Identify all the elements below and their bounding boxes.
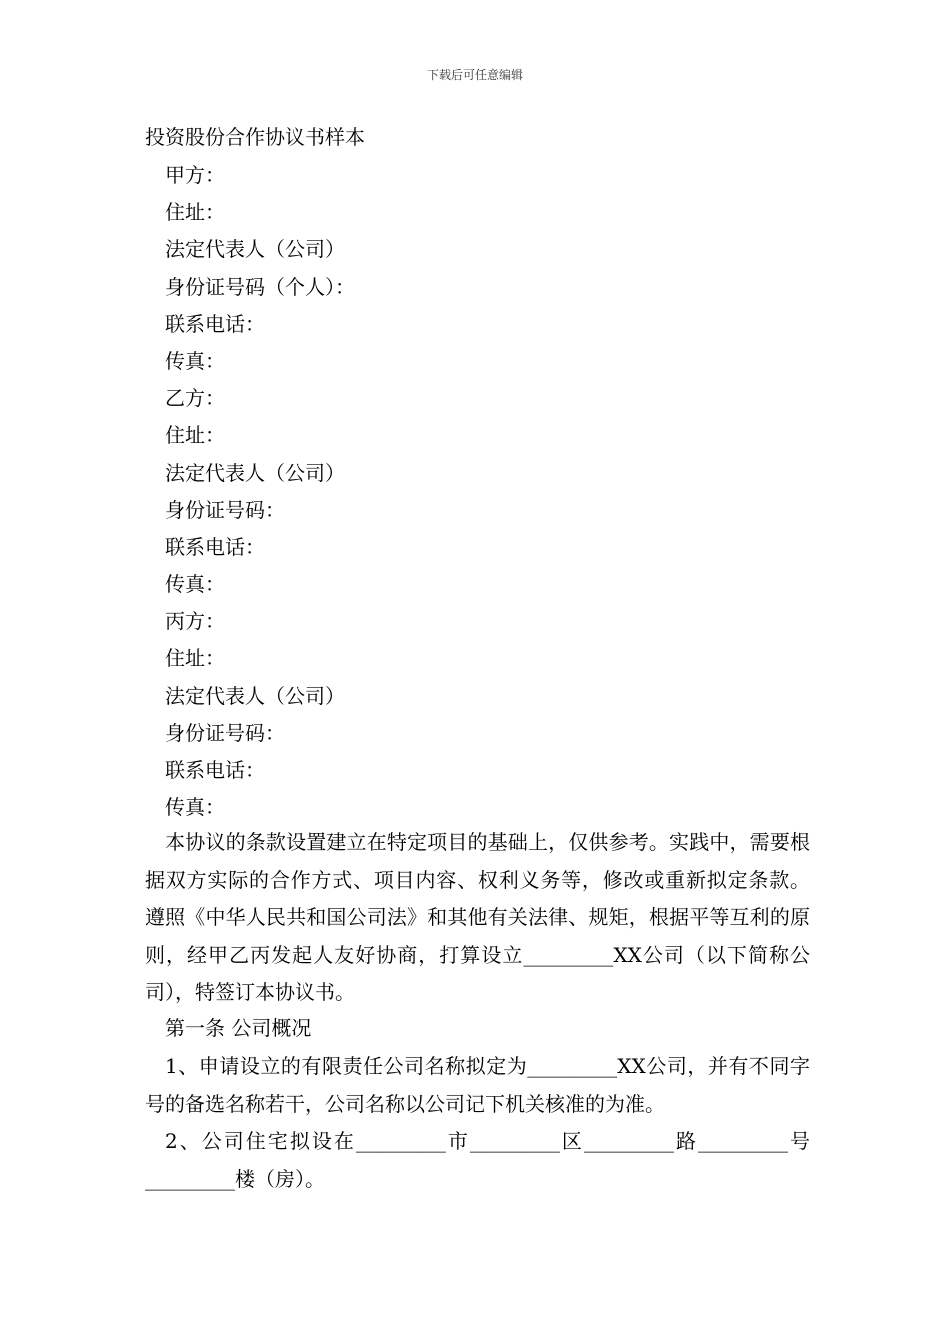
party-b-legal-rep: 法定代表人（公司） [165, 460, 345, 485]
party-c-id-number: 身份证号码： [165, 720, 285, 745]
party-b-address: 住址： [165, 423, 225, 448]
party-b-fax: 传真： [165, 572, 225, 597]
party-a-address: 住址： [165, 200, 225, 225]
intro-paragraph-text: 本协议的条款设置建立在特定项目的基础上，仅供参考。实践中，需要根据双方实际的合作方式、项目内容、权利义务等，修改或重新拟定条款。 遵照《中华人民共和国公司法》和其他有关法律、规矩，根据平等互利的原则，经甲乙丙发起人友好协商，打算设立_________XX公司（以下简称公司），特签订本协议书。 [145, 830, 810, 1004]
party-a-fax: 传真： [165, 348, 225, 373]
party-c-address: 住址： [165, 646, 225, 671]
party-c-label: 丙方： [165, 609, 225, 634]
party-c-legal-rep: 法定代表人（公司） [165, 683, 345, 708]
article-1-item-2 [145, 1123, 810, 1198]
party-b-id-number: 身份证号码： [165, 497, 285, 522]
party-a-phone: 联系电话： [165, 311, 265, 336]
page-header: 下载后可任意编辑 [426, 68, 523, 82]
party-b-phone: 联系电话： [165, 534, 265, 559]
party-b-label: 乙方： [165, 386, 225, 411]
party-c-phone: 联系电话： [165, 758, 265, 782]
article-1-item-1 [145, 1048, 810, 1123]
party-a-label: 甲方： [165, 163, 225, 187]
article-1-item-1-text: 1、申请设立的有限责任公司名称拟定为_________XX公司，并有不同字号的备选名称若干，公司名称以公司记下机关核准的为准。 [145, 1054, 810, 1116]
document-title: 投资股份合作协议书样本 [145, 125, 365, 149]
party-a-id-number: 身份证号码（个人）： [165, 274, 355, 299]
party-fields [165, 157, 355, 826]
party-a-legal-rep: 法定代表人（公司） [165, 237, 345, 262]
article-1-heading: 第一条 公司概况 [165, 1016, 312, 1040]
intro-paragraph [145, 824, 810, 1014]
party-c-fax: 传真： [165, 795, 225, 820]
article-1-item-2-text: 2、公司住宅拟设在_________市_________区_________路_________号_________楼（房）。 [145, 1129, 810, 1191]
